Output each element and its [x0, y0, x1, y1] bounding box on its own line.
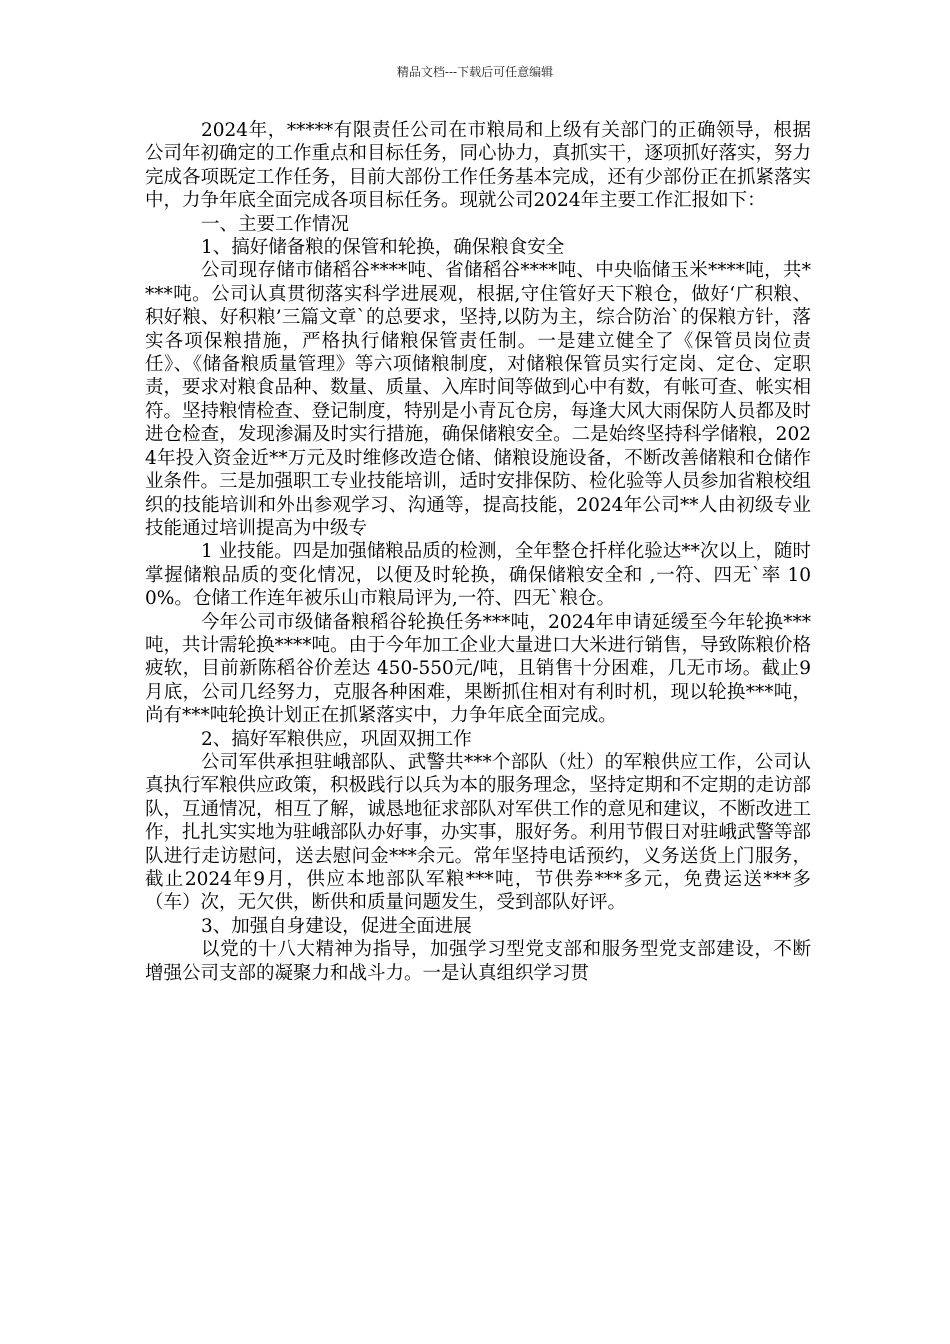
paragraph-grain-quality: 1 业技能。四是加强储粮品质的检测，全年整仓扦样化验达**次以上，随时掌握储粮品质的变化情况，以便及时轮换，确保储粮安全和 ,一符、四无`率 100%。仓储工作连年被乐山市粮局评为,一符、四无`粮仓。 [145, 541, 811, 610]
document-body [145, 119, 811, 985]
heading-grain-storage: 1、搞好储备粮的保管和轮换，确保粮食安全 [201, 237, 565, 259]
heading-main-work: 一、主要工作情况 [201, 213, 350, 235]
paragraph-intro: 2024年，*****有限责任公司在市粮局和上级有关部门的正确领导，根据公司年初确定的工作重点和目标任务，同心协力，真抓实干，逐项抓好落实，努力完成各项既定工作任务，目前大部份工作任务基本完成，还有少部份正在抓紧落实中，力争年底全面完成各项目标任务。现就公司2024年主要工作汇报如下： [145, 120, 812, 212]
paragraph-military-supply: 公司军供承担驻峨部队、武警共***个部队（灶）的军粮供应工作，公司认真执行军粮供应政策，积极践行以兵为本的服务理念，坚持定期和不定期的走访部队，互通情况，相互了解，诚恳地征求部队对军供工作的意见和建议，不断改进工作，扎扎实实地为驻峨部队办好事，办实事，服好务。利用节假日对驻峨武警等部队进行走访慰问，送去慰问金***余元。常年坚持电话预约，义务送货上门服务，截止2024年9月，供应本地部队军粮***吨，节供券***多元，免费运送***多（车）次，无欠供，断供和质量问题发生，受到部队好评。 [145, 751, 812, 914]
page-header: 精品文档---下载后可任意编辑 [396, 65, 554, 79]
heading-military-supply: 2、搞好军粮供应，巩固双拥工作 [201, 728, 472, 750]
paragraph-self-building: 以党的十八大精神为指导，加强学习型党支部和服务型党支部建设，不断增强公司支部的凝聚力和战斗力。一是认真组织学习贯 [145, 939, 811, 984]
heading-self-building: 3、加强自身建设，促进全面进展 [201, 915, 472, 937]
paragraph-grain-rotation: 今年公司市级储备粮稻谷轮换任务***吨，2024年申请延缓至今年轮换***吨，共计需轮换****吨。由于今年加工企业大量进口大米进行销售，导致陈粮价格疲软，目前新陈稻谷价差达 450-550元/吨，且销售十分困难，几无市场。截止9月底，公司几经努力，克服各种困难，果断抓住相对有利时机，现以轮换***吨，尚有***吨轮换计划正在抓紧落实中，力争年底全面完成。 [145, 611, 812, 727]
paragraph-grain-storage: 公司现存储市储稻谷****吨、省储稻谷****吨、中央临储玉米****吨，共****吨。公司认真贯彻落实科学进展观，根据,守住管好天下粮仓，做好‘广积粮、积好粮、好积粮’三篇文章`的总要求，坚持,以防为主，综合防治`的保粮方针，落实各项保粮措施，严格执行储粮保管责任制。一是建立健全了《保管员岗位责任》、《储备粮质量管理》等六项储粮制度，对储粮保管员实行定岗、定仓、定职责，要求对粮食品种、数量、质量、入库时间等做到心中有数，有帐可查、帐实相符。坚持粮情检查、登记制度，特别是小青瓦仓房，每逢大风大雨保防人员都及时进仓检查，发现渗漏及时实行措施，确保储粮安全。二是始终坚持科学储粮，2024年投入资金近**万元及时维修改造仓储、储粮设施设备，不断改善储粮和仓储作业条件。三是加强职工专业技能培训，适时安排保防、检化验等人员参加省粮校组织的技能培训和外出参观学习、沟通等，提高技能，2024年公司**人由初级专业技能通过培训提高为中级专 [145, 260, 812, 539]
